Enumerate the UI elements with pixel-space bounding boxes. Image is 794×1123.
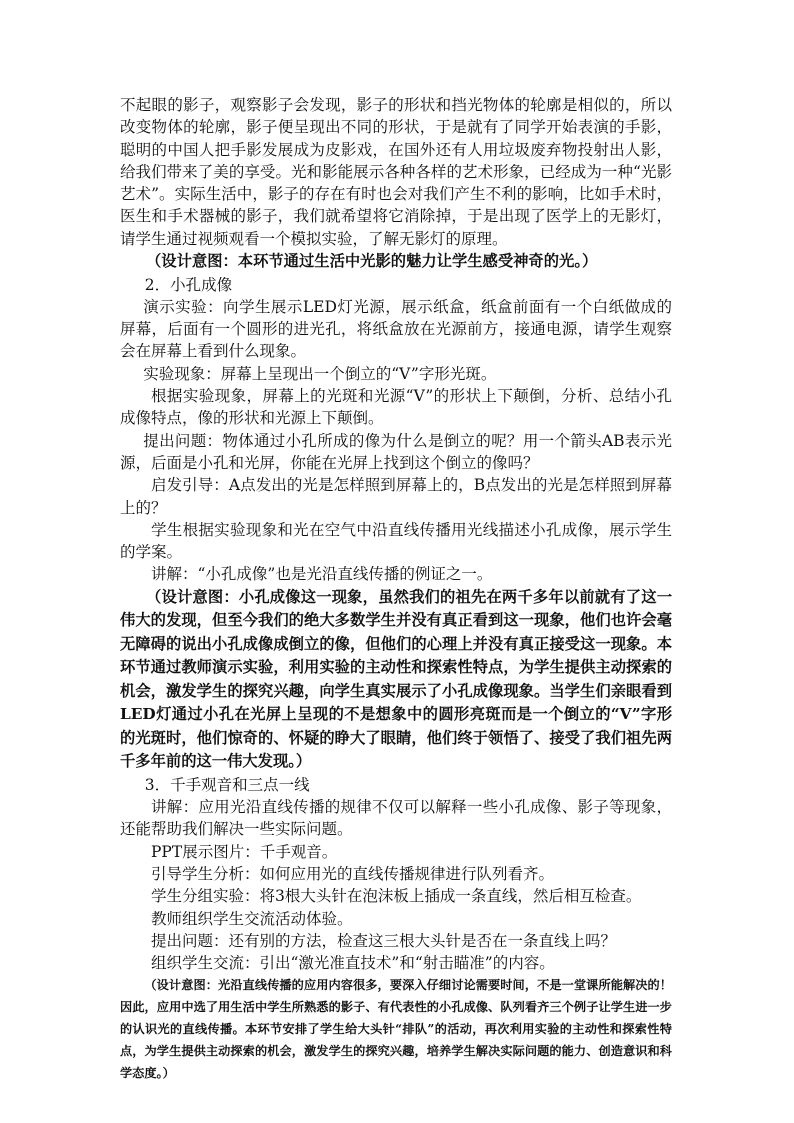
design-intent-note-2: （设计意图：小孔成像这一现象，虽然我们的祖先在两千多年以前就有了这一伟大的发现，但至今我们的绝大多数学生并没有真正看到这一现象，他们也许会毫无障碍的说出小孔成像成倒立的像，但他们的心理上并没有真正接受这一现象。本环节通过教师演示实验，利用实验的主动性和探索性特点，为学生提供主动探索的机会，激发学生的探究兴趣，向学生真实展示了小孔成像现象。当学生们亲眼看到LED灯通过小孔在光屏上呈现的不是想象中的圆形亮斑而是一个倒立的“V”字形的光斑时，他们惊奇的、怀疑的睁大了眼睛，他们终于领悟了、接受了我们祖先两千多年前的这一伟大发现。）	[120, 587, 672, 771]
paragraph-question: 提出问题：物体通过小孔所成的像为什么是倒立的呢？用一个箭头AB表示光源，后面是小孔和光屏，你能在光屏上找到这个倒立的像吗？	[120, 431, 672, 472]
paragraph-group-experiment: 学生分组实验：将3根大头针在泡沫板上插成一条直线，然后相互检查。	[151, 887, 642, 906]
paragraph-explanation: 讲解：“小孔成像”也是光沿直线传播的例证之一。	[151, 565, 493, 584]
design-intent-note-1: （设计意图：本环节通过生活中光影的魅力让学生感受神奇的光。）	[146, 252, 598, 271]
paragraph-exchange: 教师组织学生交流活动体验。	[151, 909, 353, 928]
design-intent-note-3: （设计意图：光沿直线传播的应用内容很多，要深入仔细讨论需要时间，不是一堂课所能解决的！因此，应用中选了用生活中学生所熟悉的影子、有代表性的小孔成像、队列看齐三个例子让学生进一步的认识光的直线传播。本环节安排了学生给大头针“排队”的活动，再次利用实验的主动性和探索性特点，为学生提供主动探索的机会，激发学生的探究兴趣，培养学生解决实际问题的能力、创造意识和科学态度。）	[120, 978, 672, 1081]
paragraph-question-2: 提出问题：还有别的方法，检查这三根大头针是否在一条直线上吗？	[151, 931, 617, 950]
section-heading-guanyin: 3．千手观音和三点一线	[144, 775, 310, 794]
paragraph-organize: 组织学生交流：引出“激光准直技术”和“射击瞄准”的内容。	[151, 954, 555, 973]
paragraph-explanation-2: 讲解：应用光沿直线传播的规律不仅可以解释一些小孔成像、影子等现象，还能帮助我们解决一些实际问题。	[120, 798, 672, 839]
paragraph-phenomenon: 实验现象：屏幕上呈现出一个倒立的“V”字形光斑。	[143, 364, 497, 383]
section-heading-pinhole: 2．小孔成像	[144, 275, 233, 294]
paragraph-ppt: PPT展示图片：千手观音。	[151, 842, 338, 861]
paragraph-guidance: 启发引导：A点发出的光是怎样照到屏幕上的，B点发出的光是怎样照到屏幕上的？	[120, 476, 672, 517]
paragraph-demo-experiment: 演示实验：向学生展示LED灯光源，展示纸盒，纸盒前面有一个白纸做成的屏幕，后面有一个圆形的进光孔，将纸盒放在光源前方，接通电源，请学生观察会在屏幕上看到什么现象。	[120, 297, 672, 361]
paragraph-shadow-art: 不起眼的影子，观察影子会发现，影子的形状和挡光物体的轮廓是相似的，所以改变物体的轮廓，影子便呈现出不同的形状，于是就有了同学开始表演的手影，聪明的中国人把手影发展成为皮影戏，在国外还有人用垃圾废弃物投射出人影，给我们带来了美的享受。光和影能展示各种各样的艺术形象，已经成为一种“光影艺术”。实际生活中，影子的存在有时也会对我们产生不利的影响，比如手术时，医生和手术器械的影子，我们就希望将它消除掉，于是出现了医学上的无影灯，请学生通过视频观看一个模拟实验，了解无影灯的原理。	[120, 96, 672, 248]
paragraph-guide-analysis: 引导学生分析：如何应用光的直线传播规律进行队列看齐。	[151, 864, 555, 883]
paragraph-student-work: 学生根据实验现象和光在空气中沿直线传播用光线描述小孔成像，展示学生的学案。	[120, 520, 672, 562]
paragraph-analysis: 根据实验现象，屏幕上的光斑和光源“V”的形状上下颠倒，分析、总结小孔成像特点，像的形状和光源上下颠倒。	[120, 387, 672, 428]
document-page	[120, 94, 672, 1084]
